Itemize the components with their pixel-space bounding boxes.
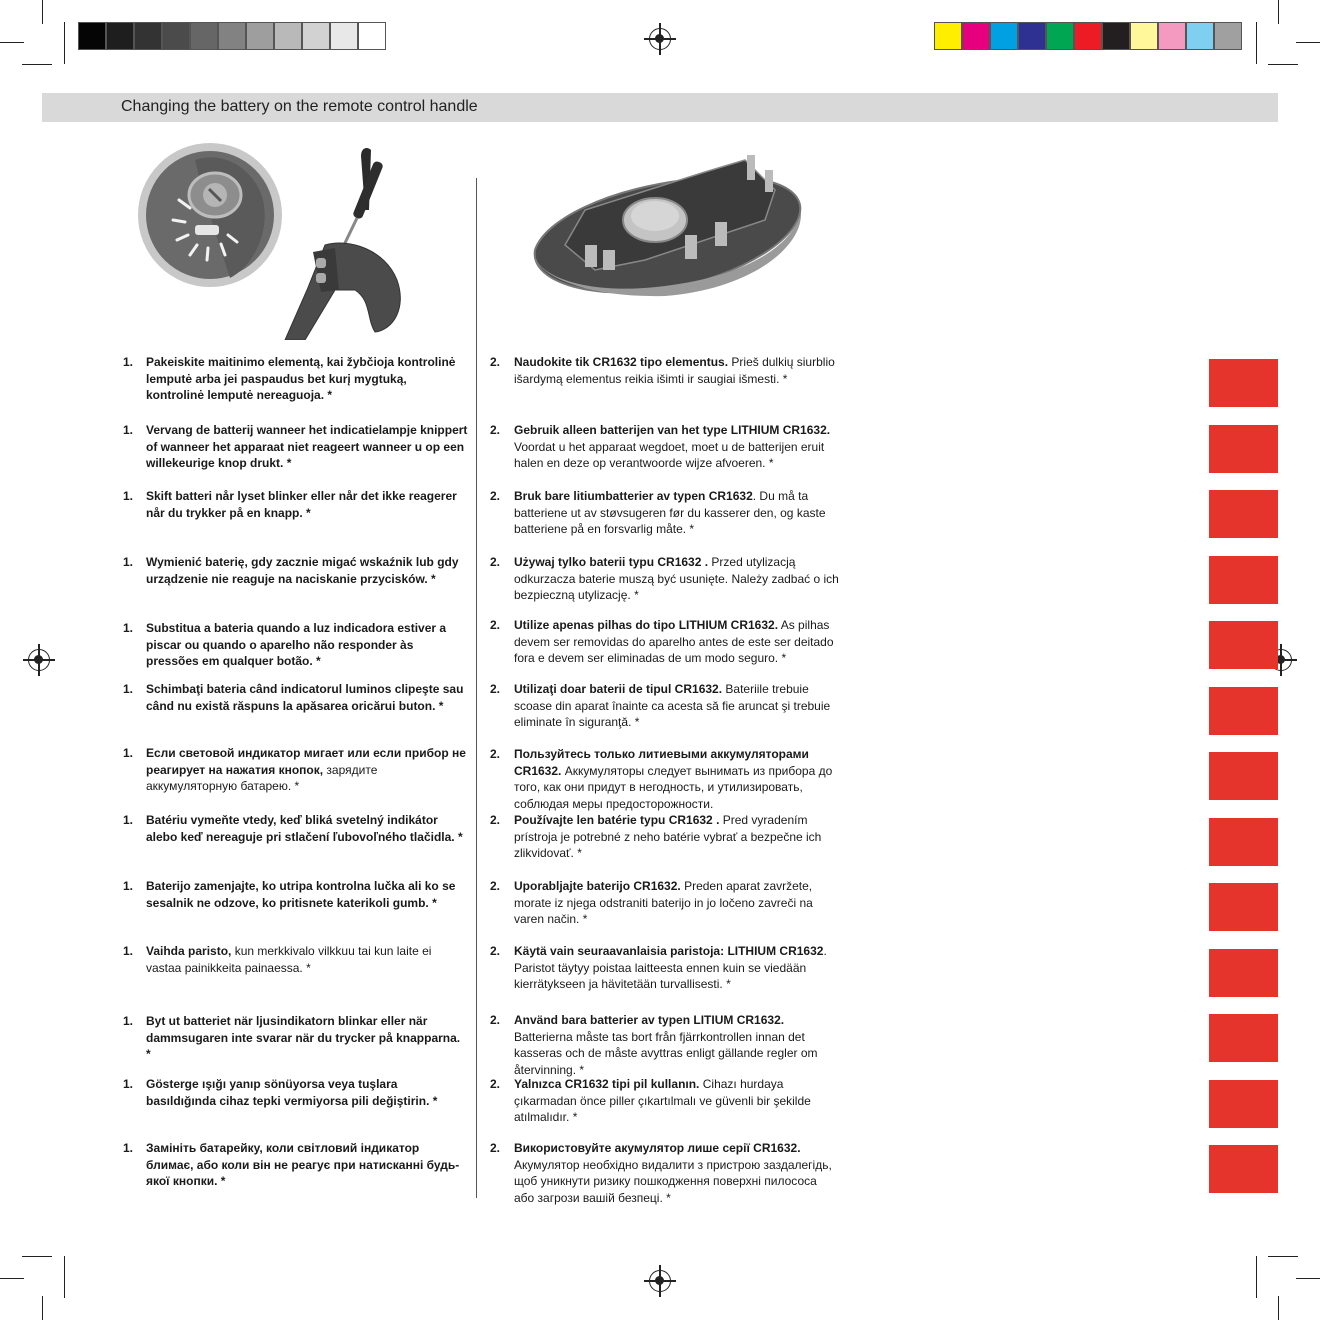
step-regular-text: Акумулятор необхідно видалити з пристрою заздалегідь, щоб уникнути ризику пошкодження поверхні пилососа або загрози вашій безпеці. * bbox=[514, 1157, 832, 1205]
step-text bbox=[146, 422, 468, 472]
step-bold-text: Substitua a bateria quando a luz indicadora estiver a piscar ou quando o aparelho não responder às pressões em qualquer botão. * bbox=[146, 621, 447, 668]
step-regular-text: Prieš dulkių siurblio išardymą elementus reikia išimti ir saugiai išmesti. * bbox=[514, 355, 835, 386]
step-bold-text: Gösterge ışığı yanıp sönüyorsa veya tuşlara basıldığında cihaz tepki vermiyorsa pili değiştirin. * bbox=[146, 1077, 438, 1108]
step-number: 2. bbox=[490, 423, 501, 437]
step-bold-text: Vervang de batterij wanneer het indicatielampje knippert of wanneer het apparaat niet reageert wanneer u op een willekeurige knop drukt. * bbox=[146, 423, 468, 470]
step-bold-text: Používajte len batérie typu CR1632 . bbox=[514, 813, 720, 827]
step-number: 2. bbox=[490, 813, 501, 827]
step-number: 2. bbox=[490, 489, 501, 503]
crop-mark bbox=[1256, 22, 1257, 64]
step-text bbox=[146, 878, 468, 911]
step-text bbox=[514, 422, 840, 472]
step-text bbox=[514, 1140, 840, 1206]
language-tab[interactable] bbox=[1209, 1014, 1278, 1062]
step-text bbox=[514, 943, 840, 993]
step-bold-text: Baterijo zamenjajte, ko utripa kontrolna lučka ali ko se sesalnik ne odzove, ko pritisnete katerikoli gumb. * bbox=[146, 879, 456, 910]
step-bold-text: Если световой индикатор мигает или если прибор не реагирует на нажатия кнопок, bbox=[146, 746, 466, 777]
step-number: 1. bbox=[123, 355, 134, 369]
step-text bbox=[146, 812, 468, 845]
step-regular-text: Аккумуляторы следует вынимать из прибора до того, как они придут в негодность, и утилизировать, соблюдая меры предосторожности. bbox=[514, 763, 833, 811]
crop-mark bbox=[22, 1256, 52, 1257]
step-text bbox=[514, 878, 840, 928]
color-swatch bbox=[934, 22, 962, 50]
step-number: 2. bbox=[490, 555, 501, 569]
step-text bbox=[146, 620, 468, 670]
color-swatch bbox=[162, 22, 190, 50]
step-number: 1. bbox=[123, 555, 134, 569]
step-regular-text: . Paristot täytyy poistaa laitteesta ennen kuin se viedään kierrätykseen ja hävitetään turvallisesti. * bbox=[514, 944, 827, 991]
crop-mark bbox=[64, 22, 65, 64]
step-text bbox=[146, 745, 468, 795]
column-divider bbox=[476, 178, 477, 1198]
crop-mark bbox=[42, 1296, 43, 1320]
step-bold-text: Пользуйтесь только литиевыми аккумуляторами CR1632. bbox=[514, 747, 809, 778]
step-bold-text: Замініть батарейку, коли світловий індикатор блимає, або коли він не реагує при натисканні будь-якої кнопки. * bbox=[146, 1141, 460, 1188]
step-bold-text: Skift batteri når lyset blinker eller når det ikke reagerer når du trykker på en knapp. * bbox=[146, 489, 457, 520]
step-text bbox=[146, 554, 468, 587]
crop-mark bbox=[1268, 64, 1298, 65]
color-swatch bbox=[274, 22, 302, 50]
step-bold-text: Använd bara batterier av typen LITIUM CR1632. bbox=[514, 1013, 785, 1027]
step-number: 1. bbox=[123, 489, 134, 503]
step-text bbox=[514, 746, 840, 812]
color-swatch bbox=[1102, 22, 1130, 50]
step-number: 1. bbox=[123, 1014, 134, 1028]
color-swatch bbox=[78, 22, 106, 50]
crop-mark bbox=[22, 64, 52, 65]
crop-mark bbox=[1296, 1278, 1320, 1279]
color-swatch bbox=[1158, 22, 1186, 50]
step-regular-text: . Du må ta batteriene ut av støvsugeren før du kasserer den, og kaste batteriene på en forsvarlig måte. * bbox=[514, 489, 826, 536]
step-bold-text: Wymienić baterię, gdy zacznie migać wskaźnik lub gdy urządzenie nie reaguje na naciskanie przycisków. * bbox=[146, 555, 459, 586]
crop-mark bbox=[1256, 1256, 1257, 1298]
step-text bbox=[146, 1076, 468, 1109]
step-text bbox=[514, 554, 840, 604]
crop-mark bbox=[64, 1256, 65, 1298]
color-swatch bbox=[1018, 22, 1046, 50]
step-number: 1. bbox=[123, 621, 134, 635]
color-swatch bbox=[190, 22, 218, 50]
language-tab[interactable] bbox=[1209, 818, 1278, 866]
registration-mark-icon bbox=[649, 28, 671, 50]
crop-mark bbox=[1278, 1296, 1279, 1320]
step-regular-text: kun merkkivalo vilkkuu tai kun laite ei vastaa painikkeita painaessa. * bbox=[146, 944, 432, 975]
color-swatch bbox=[302, 22, 330, 50]
step-text bbox=[514, 488, 840, 538]
language-tab[interactable] bbox=[1209, 883, 1278, 931]
step-regular-text: Przed utylizacją odkurzacza baterie muszą być usunięte. Należy zadbać o ich bezpieczną utylizację. * bbox=[514, 555, 839, 602]
registration-mark-icon bbox=[649, 1270, 671, 1292]
language-tab[interactable] bbox=[1209, 556, 1278, 604]
step-bold-text: Batériu vymeňte vtedy, keď bliká svetelný indikátor alebo keď nereaguje pri stlačení ľubovoľného tlačidla. * bbox=[146, 813, 463, 844]
step-bold-text: Naudokite tik CR1632 tipo elementus. bbox=[514, 355, 729, 369]
crop-mark bbox=[1296, 42, 1320, 43]
step-bold-text: Schimbaţi bateria când indicatorul luminos clipeşte sau când nu există răspuns la apăsarea oricărui buton. * bbox=[146, 682, 464, 713]
step-bold-text: Pakeiskite maitinimo elementą, kai žybčioja kontrolinė lemputė arba jei paspaudus bet kurį mygtuką, kontrolinė lemputė nereaguoja. * bbox=[146, 355, 456, 402]
step-bold-text: Używaj tylko baterii typu CR1632 . bbox=[514, 555, 709, 569]
language-tab[interactable] bbox=[1209, 687, 1278, 735]
step-bold-text: Yalnızca CR1632 tipi pil kullanın. bbox=[514, 1077, 700, 1091]
color-swatch bbox=[218, 22, 246, 50]
color-swatch bbox=[1186, 22, 1214, 50]
step-text bbox=[514, 812, 840, 862]
step-text bbox=[514, 1012, 840, 1078]
step-number: 2. bbox=[490, 879, 501, 893]
step-regular-text: Bateriile trebuie scoase din aparat înainte ca acesta să fie aruncat şi trebuie eliminate în siguranţă. * bbox=[514, 682, 831, 729]
step-number: 1. bbox=[123, 1077, 134, 1091]
color-swatch bbox=[246, 22, 274, 50]
step-text bbox=[146, 681, 468, 714]
color-swatch bbox=[358, 22, 386, 50]
step-regular-text: Cihazı hurdaya çıkarmadan önce piller çıkartılmalı ve güvenli bir şekilde atılmalıdır. * bbox=[514, 1077, 811, 1124]
step-text bbox=[514, 617, 840, 667]
step-bold-text: Використовуйте акумулятор лише серії CR1632. bbox=[514, 1141, 801, 1155]
step-regular-text: Preden aparat zavržete, morate iz njega odstraniti baterijo in jo ločeno zavreči na varen način. * bbox=[514, 879, 813, 926]
step-bold-text: Käytä vain seuraavanlaisia paristoja: LITHIUM CR1632 bbox=[514, 944, 824, 958]
language-tab[interactable] bbox=[1209, 359, 1278, 407]
color-swatch bbox=[1046, 22, 1074, 50]
step-number: 1. bbox=[123, 879, 134, 893]
crop-mark bbox=[0, 42, 24, 43]
step-number: 2. bbox=[490, 1077, 501, 1091]
section-header bbox=[42, 93, 1278, 122]
language-tab[interactable] bbox=[1209, 425, 1278, 473]
color-swatch bbox=[106, 22, 134, 50]
language-tab[interactable] bbox=[1209, 1080, 1278, 1128]
crop-mark bbox=[42, 0, 43, 24]
step-text bbox=[146, 354, 468, 404]
step-number: 2. bbox=[490, 747, 501, 761]
crop-mark bbox=[1268, 1256, 1298, 1257]
step-number: 2. bbox=[490, 355, 501, 369]
step-regular-text: Batterierna måste tas bort från fjärrkontrollen innan det kasseras och de måste avyttras enligt gällande regler om återvinning. * bbox=[514, 1029, 818, 1077]
language-tab[interactable] bbox=[1209, 752, 1278, 800]
crop-mark bbox=[0, 1278, 24, 1279]
step-regular-text: Pred vyradením prístroja je potrebné z neho batérie vybrať a bezpečne ich zlikvidovať. * bbox=[514, 813, 822, 860]
step-number: 1. bbox=[123, 746, 134, 760]
step-number: 1. bbox=[123, 813, 134, 827]
color-swatch bbox=[330, 22, 358, 50]
battery-compartment-illustration bbox=[525, 150, 805, 300]
registration-mark-icon bbox=[28, 649, 50, 671]
language-tab[interactable] bbox=[1209, 621, 1278, 669]
step-text bbox=[146, 943, 468, 976]
step-number: 1. bbox=[123, 682, 134, 696]
step-text bbox=[146, 1013, 468, 1063]
step-bold-text: Byt ut batteriet när ljusindikatorn blinkar eller när dammsugaren inte svarar när du trycker på knapparna. * bbox=[146, 1014, 461, 1061]
language-tab[interactable] bbox=[1209, 949, 1278, 997]
step-bold-text: Gebruik alleen batterijen van het type LITHIUM CR1632. bbox=[514, 423, 831, 437]
step-bold-text: Utilize apenas pilhas do tipo LITHIUM CR1632. bbox=[514, 618, 779, 632]
color-swatch bbox=[1214, 22, 1242, 50]
step-number: 1. bbox=[123, 1141, 134, 1155]
step-text bbox=[514, 681, 840, 731]
step-bold-text: Vaihda paristo, bbox=[146, 944, 232, 958]
step-bold-text: Uporabljajte baterijo CR1632. bbox=[514, 879, 681, 893]
step-number: 2. bbox=[490, 682, 501, 696]
step-text bbox=[146, 488, 468, 521]
language-tab[interactable] bbox=[1209, 1145, 1278, 1193]
step-bold-text: Bruk bare litiumbatterier av typen CR1632 bbox=[514, 489, 753, 503]
language-tab[interactable] bbox=[1209, 490, 1278, 538]
handle-with-screwdriver-illustration bbox=[135, 140, 420, 340]
step-number: 2. bbox=[490, 944, 501, 958]
crop-mark bbox=[1278, 0, 1279, 24]
step-regular-text: Voordat u het apparaat wegdoet, moet u de batterijen eruit halen en deze op verantwoorde wijze afvoeren. * bbox=[514, 439, 825, 470]
step-bold-text: Utilizaţi doar baterii de tipul CR1632. bbox=[514, 682, 723, 696]
step-number: 2. bbox=[490, 618, 501, 632]
step-number: 1. bbox=[123, 423, 134, 437]
step-text bbox=[146, 1140, 468, 1190]
step-number: 2. bbox=[490, 1013, 501, 1027]
step-number: 1. bbox=[123, 944, 134, 958]
step-number: 2. bbox=[490, 1141, 501, 1155]
color-swatch bbox=[962, 22, 990, 50]
color-swatch bbox=[1130, 22, 1158, 50]
color-swatch bbox=[134, 22, 162, 50]
color-swatch bbox=[990, 22, 1018, 50]
step-regular-text: зарядите аккумуляторную батарею. * bbox=[146, 762, 378, 793]
color-swatch bbox=[1074, 22, 1102, 50]
step-text bbox=[514, 1076, 840, 1126]
step-regular-text: As pilhas devem ser removidas do aparelho antes de este ser deitado fora e devem ser eliminadas de um modo seguro. * bbox=[514, 618, 834, 665]
page-title: Changing the battery on the remote control handle bbox=[121, 98, 478, 115]
step-text bbox=[514, 354, 840, 387]
